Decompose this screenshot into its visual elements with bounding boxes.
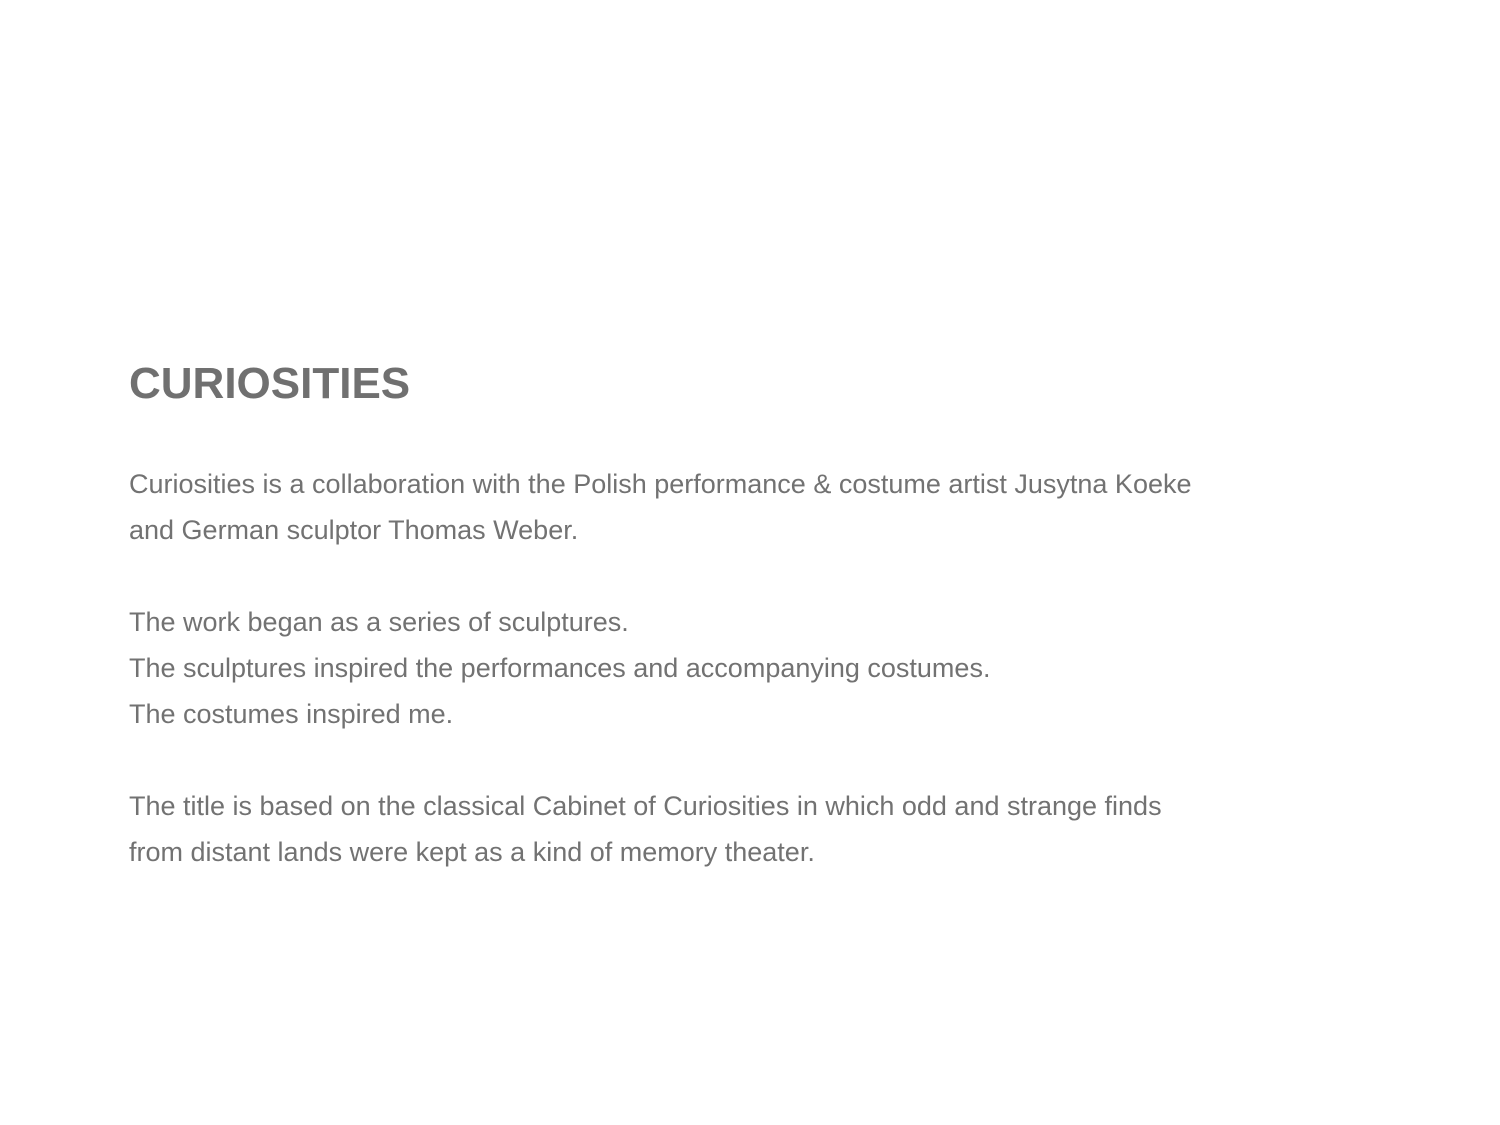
text-line: Curiosities is a collaboration with the Polish performance & costume artist Jusytna Koeke	[129, 469, 1192, 499]
document-page	[129, 355, 1289, 921]
text-line: from distant lands were kept as a kind of memory theater.	[129, 837, 815, 867]
text-line: The costumes inspired me.	[129, 699, 454, 729]
paragraph-title-origin	[129, 783, 1289, 875]
body-text	[129, 461, 1289, 875]
text-line: and German sculptor Thomas Weber.	[129, 515, 579, 545]
text-line: The title is based on the classical Cabinet of Curiosities in which odd and strange finds	[129, 791, 1162, 821]
paragraph-intro	[129, 461, 1289, 553]
text-line: The work began as a series of sculptures.	[129, 607, 629, 637]
page-title: CURIOSITIES	[129, 359, 411, 408]
paragraph-process	[129, 599, 1289, 737]
text-line: The sculptures inspired the performances and accompanying costumes.	[129, 653, 991, 683]
